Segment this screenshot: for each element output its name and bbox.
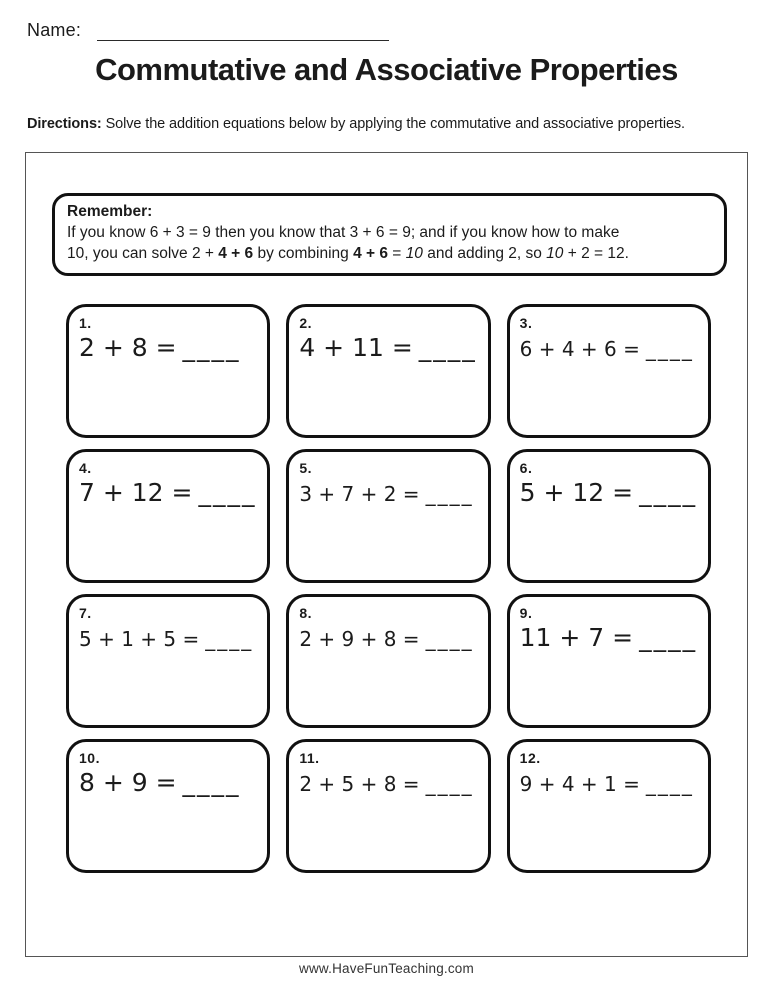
problem-box bbox=[286, 449, 490, 583]
equation-text: 9 + 4 + 1 = bbox=[519, 772, 640, 796]
problem-box bbox=[66, 304, 270, 438]
problem-box bbox=[286, 304, 490, 438]
answer-blank: ____ bbox=[645, 337, 694, 361]
problem-equation bbox=[299, 627, 477, 651]
problems-grid bbox=[66, 304, 711, 873]
equation-text: 2 + 5 + 8 = bbox=[299, 772, 420, 796]
remember-line1: If you know 6 + 3 = 9 then you know that 3 + 6 = 9; and if you know how to make bbox=[67, 224, 620, 241]
answer-blank: ____ bbox=[418, 333, 477, 362]
problem-number: 1. bbox=[79, 315, 92, 331]
equation-text: 6 + 4 + 6 = bbox=[519, 337, 640, 361]
equation-text: 3 + 7 + 2 = bbox=[299, 482, 420, 506]
problem-box bbox=[507, 449, 711, 583]
remember-heading: Remember: bbox=[67, 203, 153, 220]
answer-blank: ____ bbox=[425, 482, 474, 506]
equation-text: 2 + 9 + 8 = bbox=[299, 627, 420, 651]
equation-text: 4 + 11 = bbox=[299, 333, 413, 362]
problem-box bbox=[507, 739, 711, 873]
problem-equation bbox=[299, 333, 477, 362]
problem-equation bbox=[79, 627, 257, 651]
answer-blank: ____ bbox=[425, 627, 474, 651]
problem-number: 3. bbox=[519, 315, 533, 331]
answer-blank: ____ bbox=[645, 772, 694, 796]
equation-text: 5 + 12 = bbox=[519, 478, 634, 507]
equation-text: 5 + 1 + 5 = bbox=[79, 627, 200, 651]
problem-number: 6. bbox=[519, 460, 533, 476]
problem-equation bbox=[79, 478, 257, 507]
problem-box bbox=[66, 739, 270, 873]
problem-number: 10. bbox=[79, 750, 100, 766]
problem-number: 2. bbox=[299, 315, 313, 331]
problem-equation bbox=[299, 482, 477, 506]
problem-equation bbox=[79, 768, 257, 797]
page-title: Commutative and Associative Properties bbox=[95, 52, 678, 87]
problem-number: 12. bbox=[519, 750, 541, 766]
problem-box bbox=[507, 304, 711, 438]
directions-text: Solve the addition equations below by applying the commutative and associative properties. bbox=[101, 116, 685, 132]
directions bbox=[27, 116, 757, 132]
problem-box bbox=[66, 449, 270, 583]
footer-url: www.HaveFunTeaching.com bbox=[299, 961, 474, 976]
problem-number: 9. bbox=[519, 605, 533, 621]
problem-number: 7. bbox=[79, 605, 92, 621]
problem-box bbox=[66, 594, 270, 728]
problem-equation bbox=[299, 772, 477, 796]
problem-equation bbox=[520, 337, 698, 361]
problem-equation bbox=[520, 478, 698, 507]
problem-number: 5. bbox=[299, 460, 313, 476]
directions-label: Directions: bbox=[27, 116, 102, 132]
name-label: Name: bbox=[27, 20, 82, 40]
answer-blank: ____ bbox=[425, 772, 474, 796]
name-blank-line bbox=[97, 22, 389, 41]
equation-text: 2 + 8 = bbox=[79, 333, 177, 362]
problem-equation bbox=[520, 772, 698, 796]
remember-box bbox=[52, 193, 727, 276]
answer-blank: ____ bbox=[639, 478, 698, 507]
equation-text: 7 + 12 = bbox=[79, 478, 193, 507]
answer-blank: ____ bbox=[182, 333, 241, 362]
answer-blank: ____ bbox=[205, 627, 254, 651]
problem-box bbox=[507, 594, 711, 728]
equation-text: 11 + 7 = bbox=[519, 623, 634, 652]
remember-line2: 10, you can solve 2 + 4 + 6 by combining 4 + 6 = 10 and adding 2, so 10 + 2 = 12. bbox=[67, 245, 629, 262]
equation-text: 8 + 9 = bbox=[79, 768, 177, 797]
answer-blank: ____ bbox=[639, 623, 698, 652]
problem-number: 8. bbox=[299, 605, 313, 621]
worksheet-frame bbox=[25, 152, 748, 957]
name-row bbox=[27, 20, 389, 41]
answer-blank: ____ bbox=[198, 478, 257, 507]
problem-box bbox=[286, 594, 490, 728]
problem-equation bbox=[79, 333, 257, 362]
answer-blank: ____ bbox=[182, 768, 241, 797]
problem-equation bbox=[520, 623, 698, 652]
problem-box bbox=[286, 739, 490, 873]
problem-number: 4. bbox=[79, 460, 92, 476]
problem-number: 11. bbox=[299, 750, 320, 766]
